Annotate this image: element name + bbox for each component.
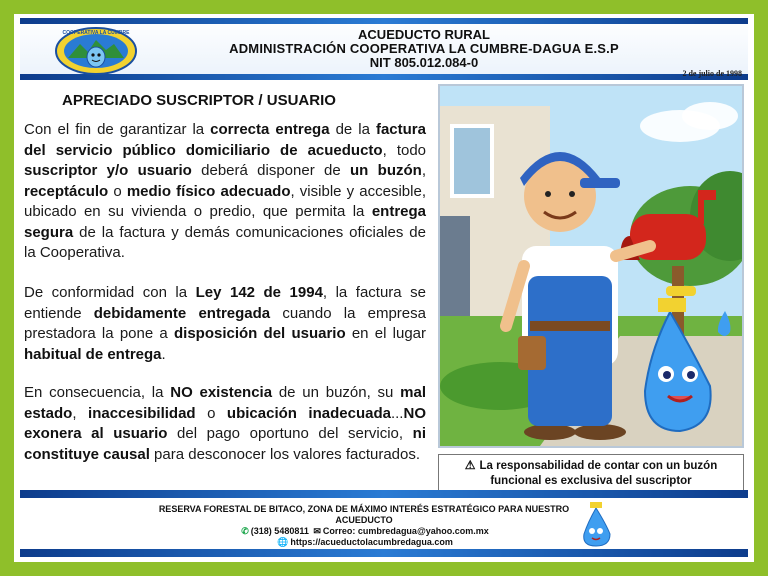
responsibility-caption bbox=[438, 454, 744, 492]
header-line-1: ACUEDUCTO RURAL bbox=[358, 27, 490, 42]
body-text: Con el fin de garantizar la bbox=[24, 121, 211, 138]
body-text: ... bbox=[390, 404, 404, 422]
whatsapp-icon: ✆ bbox=[241, 526, 249, 536]
header-line-2: ADMINISTRACIÓN COOPERATIVA LA CUMBRE-DAGUA E.S.P bbox=[229, 41, 619, 56]
body-text: del pago oportuno del servicio, bbox=[167, 425, 413, 442]
footer-stripe-bottom bbox=[20, 549, 748, 557]
globe-icon: 🌐 bbox=[277, 537, 289, 547]
body-text: , todo bbox=[382, 141, 427, 159]
body-text: o bbox=[195, 404, 227, 422]
illustration bbox=[438, 84, 744, 448]
body-text: de la factura y demás comunicaciones oficiales de la Cooperativa. bbox=[24, 223, 426, 261]
emphasis-text: suscriptor y/o usuario bbox=[24, 162, 192, 179]
emphasis-text: Ley 142 de 1994 bbox=[195, 284, 323, 301]
body-text: , bbox=[72, 404, 89, 422]
body-text: deberá disponer de bbox=[191, 162, 351, 179]
logo-text: COOPERATIVA LA CUMBRE bbox=[62, 30, 130, 36]
emphasis-text: receptáculo bbox=[24, 182, 109, 200]
emphasis-text: medio físico adecuado bbox=[126, 182, 291, 200]
caption-text: La responsabilidad de contar con un buzón funcional es exclusiva del suscriptor bbox=[479, 460, 718, 487]
footer-contacts bbox=[214, 526, 514, 548]
water-drop-mascot-small bbox=[576, 498, 622, 548]
email-icon: ✉ bbox=[313, 526, 321, 536]
body-text: de un buzón, su bbox=[272, 384, 401, 401]
notice-heading: APRECIADO SUSCRIPTOR / USUARIO bbox=[62, 92, 336, 109]
emphasis-text: un buzón bbox=[350, 162, 422, 179]
body-text: , la factura se entiende bbox=[24, 284, 426, 322]
body-text: cuando la empresa prestadora la pone a bbox=[24, 304, 426, 342]
body-text: , bbox=[421, 162, 426, 179]
body-text: En consecuencia, la bbox=[24, 384, 171, 401]
footer-phone[interactable]: (318) 5480811 bbox=[250, 526, 309, 536]
footer-email[interactable]: Correo: cumbredagua@yahoo.com.mx bbox=[322, 526, 489, 536]
header-stripe-top bbox=[20, 18, 748, 24]
notice-sheet bbox=[14, 14, 754, 562]
body-text: De conformidad con la bbox=[24, 284, 196, 301]
header-title-block bbox=[144, 28, 704, 70]
footer-website[interactable]: https://acueductolacumbredagua.com bbox=[290, 537, 453, 547]
paragraph-1 bbox=[24, 120, 426, 264]
emphasis-text: ni constituye causal bbox=[24, 425, 426, 463]
paragraph-2 bbox=[24, 283, 426, 365]
emphasis-text: NO exonera al usuario bbox=[24, 404, 426, 442]
warning-icon: ⚠ bbox=[464, 458, 476, 472]
body-text: para desconocer los valores facturados. bbox=[149, 445, 421, 463]
body-text: . bbox=[161, 345, 166, 363]
emphasis-text: disposición del usuario bbox=[173, 325, 346, 342]
emphasis-text: correcta entrega bbox=[210, 121, 330, 138]
emphasis-text: debidamente entregada bbox=[93, 304, 271, 322]
emphasis-text: inaccesibilidad bbox=[88, 404, 196, 422]
paragraph-3 bbox=[24, 383, 426, 465]
mailbox-scene bbox=[440, 86, 742, 446]
body-text: de la bbox=[329, 121, 376, 138]
footer-stripe-top bbox=[20, 490, 748, 498]
footer-reserve-note: RESERVA FORESTAL DE BITACO, ZONA DE MÁXIMO INTERÉS ESTRATÉGICO PARA NUESTRO ACUEDUCTO bbox=[158, 504, 570, 525]
founding-date: 2 de julio de 1998 bbox=[682, 69, 742, 78]
header-nit: NIT 805.012.084-0 bbox=[369, 55, 479, 70]
emphasis-text: habitual de entrega bbox=[24, 345, 162, 363]
body-text: en el lugar bbox=[345, 325, 426, 342]
emphasis-text: ubicación inadecuada bbox=[226, 404, 391, 422]
body-text: o bbox=[108, 182, 127, 200]
cooperative-logo bbox=[54, 26, 138, 76]
body-text: , visible y accesible, ubicado en su vivienda o predio, que permita la bbox=[24, 182, 426, 220]
emphasis-text: mal estado bbox=[24, 384, 427, 422]
emphasis-text: factura del servicio público domiciliario de acueducto bbox=[24, 121, 426, 159]
emphasis-text: NO existencia bbox=[170, 384, 273, 401]
emphasis-text: entrega segura bbox=[24, 203, 426, 241]
